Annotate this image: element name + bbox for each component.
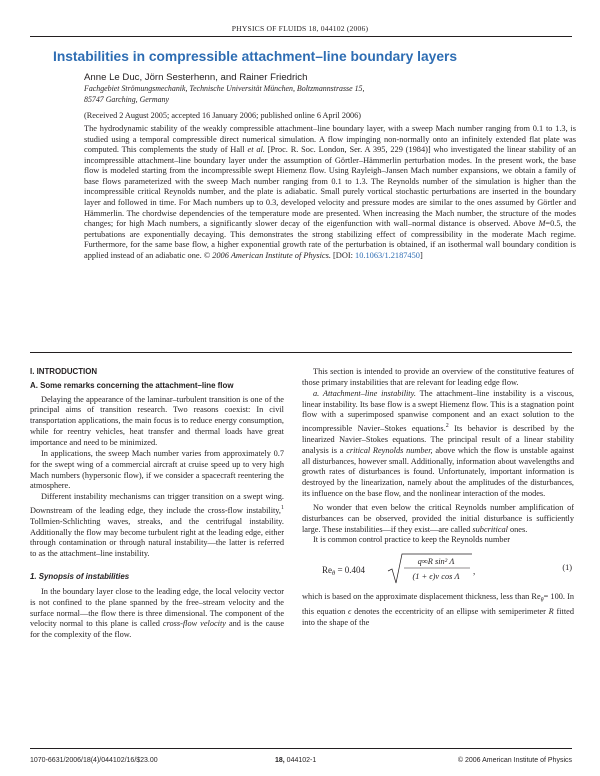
- doi-bracket: ]: [419, 250, 423, 260]
- paragraph-text: In the boundary layer close to the leading edge, the local velocity vector is not confined to the plane spanned by the free–stream velocity and the surface normal—the flow there is three dimensional. The component of the velocity normal to this plane is called: [30, 586, 284, 629]
- subsection-heading: A. Some remarks concerning the attachment–line flow: [30, 380, 234, 390]
- paragraph: [30, 492, 284, 560]
- reference-superscript[interactable]: 1: [281, 505, 284, 512]
- paragraph-text: = 100. In this equation: [302, 592, 574, 616]
- paragraph: [302, 367, 574, 389]
- paragraph-text: No wonder that even below the critical Reynolds number amplification of disturbances can be observed, provided the initial disturbance is sufficiently large. These instabilities—if they exist—are called: [302, 502, 574, 534]
- equation-1: [302, 552, 574, 586]
- abstract-copyright: © 2006 American Institute of Physics.: [203, 250, 331, 260]
- paragraph-text: The attachment–line instability is a viscous, linear instability. Its base flow is a swept Hiemenz flow. This is a stagnation point flow with a superimposed spanwise component and an exact solution to the incompressible Navier–Stokes equations.: [302, 388, 574, 433]
- doi-label: [DOI:: [330, 250, 356, 260]
- paragraph-text: and is the cause for the complexity of the flow.: [30, 619, 285, 640]
- equation-graphic: [322, 552, 542, 586]
- abstract-rule: [30, 352, 572, 353]
- paragraph-text: fitted into the shape of the: [302, 606, 574, 627]
- italic-term: critical Reynolds number,: [346, 445, 433, 455]
- paragraph-text: Different instability mechanisms can trigger transition on a swept wing. Downstream of the leading edge, they include the cross-flow instability,: [30, 492, 284, 515]
- abstract-text: =0.5, the pertubations are exponentially decaying. This demonstrates the strong stabilizing effect of compressibility in the moderate Mach regime. Furthermore, for the same base flow, a higher exponential growth rate of the perturbation is obtained, if an isothermal wall boundary condition is applied instead of an adiabatic one.: [84, 219, 576, 260]
- italic-term: cross-flow velocity: [162, 619, 226, 629]
- paragraph-text: Delaying the appearance of the laminar–turbulent transition is one of the principal aims of transition research. Two reasons coexist: In civil transportation applications, the main focus is to reduce energy consumption, while for reentry vehicles, heat transfer and thermal loads have great importance and need to be minimized.: [30, 394, 284, 448]
- right-column: [302, 359, 574, 628]
- footer-volume: 18,: [275, 757, 285, 764]
- subsubsection-heading: 1. Synopsis of instabilities: [30, 572, 130, 582]
- received-dates: (Received 2 August 2005; accepted 16 January 2006; published online 6 April 2006): [84, 111, 361, 120]
- paragraph: [302, 503, 574, 536]
- author-affiliation: [84, 84, 464, 106]
- doi-link[interactable]: 10.1063/1.2187450: [355, 250, 420, 260]
- affiliation-line: Fachgebiet Strömungsmechanik, Technische Universität München, Boltzmannstrasse 15,: [84, 84, 365, 93]
- abstract-mach-symbol: M: [538, 219, 546, 229]
- paragraph: [30, 395, 284, 449]
- paragraph-text: Tollmien-Schlichting waves, streaks, and the centrifugal instability. Additionally the flow may become turbulent right at the leading edge, either through contamination or through natural instability—the latter is referred to as the attachment–line instability.: [30, 516, 284, 559]
- paragraph: [30, 449, 284, 492]
- paragraph: [302, 535, 574, 546]
- paragraph-text: ones.: [507, 524, 528, 534]
- italic-term: subcritical: [472, 524, 508, 534]
- paragraph-text: denotes the eccentricity of an ellipse with semiperimeter: [351, 606, 549, 616]
- header-rule: [30, 36, 572, 37]
- footer-rule: [30, 748, 572, 749]
- affiliation-line: 85747 Garching, Germany: [84, 94, 169, 104]
- footer-copyright: © 2006 American Institute of Physics: [457, 757, 572, 764]
- paragraph: [302, 389, 574, 500]
- subscript: θ: [540, 597, 544, 604]
- article-authors: Anne Le Duc, Jörn Sesterhenn, and Rainer Friedrich: [84, 72, 308, 83]
- paragraph-text: In applications, the sweep Mach number varies from approximately 0.7 for the swept wing of a commercial aircraft at cruise speed up to very high Mach numbers (hypersonic flow), if we consider a spacecraft reentering the atmosphere.: [30, 448, 284, 491]
- paragraph-text: above which the flow is unstable against all disturbances, however small. Additionally, information about wavelengths and growth rates of disturbances is found. Unfortunately, important information is destroyed by the linearization, namely about the amplitudes of the disturbances, its influence on the base flow, and the nonlinear interaction of the modes.: [302, 445, 575, 499]
- paragraph: [302, 592, 574, 628]
- footer-page-number: [275, 757, 316, 764]
- equation-denominator: (1 + ϵ)ν cos Λ: [412, 572, 460, 582]
- reference-superscript[interactable]: 2: [445, 423, 449, 430]
- paragraph-text: This section is intended to provide an overview of the constitutive features of those primary instabilities that are relevant for leading edge flow.: [302, 367, 574, 387]
- running-head: PHYSICS OF FLUIDS 18, 044102 (2006): [231, 24, 369, 33]
- abstract-text: [Proc. R. Soc. London, Ser. A 395, 229 (1984)] who investigated the linear stability of an incompressible attachment–line boundary layer under the assumption of Görtler–Hämmerlin perturbation modes. In the present work, the base flow is modeled starting from the incompressible swept Hiemenz flow. Using Rayleigh–Jansen Mach number expansions, we obtain a family of base flows parameterized with the sweep Mach number ranging from 0.1 to 1.3. The Reynolds number of the simulation is higher than the incompressible critical Reynolds number, and the plate is adiabatic. Small purely vortical stochastic perturbations are inserted in the boundary layer and followed in time. For Mach numbers up to 0.3, developed velocity and pressure modes are similar to the ones assumed by Görtler and Hämmerlin. The chordwise dependencies of the temperature mode are presented. When increasing the Mach number, the structure of the modes changes; for high Mach numbers, a significantly slower decay of the eigenfunction with wall–normal distance is observed. Above: [84, 145, 577, 229]
- abstract-text: The hydrodynamic stability of the weakly compressible attachment–line boundary layer, with a sweep Mach number ranging from 0.1 to 1.3, is studied using a temporal compressible direct numerical simulation. A flow impinging non-normally onto an infinitely extended flat plate was computed. This complements the study of Hall: [84, 124, 576, 155]
- abstract-etal: et al.: [247, 145, 265, 155]
- symbol-r: R: [548, 606, 554, 616]
- equation-comma: ,: [473, 566, 476, 577]
- footer-page: 044102-1: [284, 757, 317, 764]
- paragraph-text: It is common control practice to keep the Reynolds number: [313, 535, 510, 545]
- equation-lhs: $Re_\theta = 0.404$: [322, 565, 366, 578]
- paragraph: [30, 587, 284, 641]
- article-title: Instabilities in compressible attachment–line boundary layers: [53, 49, 458, 64]
- equation-number: (1): [562, 563, 572, 573]
- section-heading: I. INTRODUCTION: [30, 367, 98, 376]
- paragraph-text: Its behavior is described by the linearized Navier–Stokes equations. The principal result of a linear stability analysis is a: [302, 423, 574, 455]
- footer-code: 1070-6631/2006/18(4)/044102/16/$23.00: [30, 757, 158, 764]
- paragraph-lead: a. Attachment–line instability.: [313, 388, 416, 398]
- equation-numerator: q∞R sin² Λ: [417, 557, 455, 567]
- paragraph-text: which is based on the approximate displacement thickness, less than Re: [302, 592, 541, 602]
- left-column: [30, 359, 284, 641]
- abstract: [84, 124, 576, 262]
- symbol-epsilon: ϵ: [348, 606, 352, 616]
